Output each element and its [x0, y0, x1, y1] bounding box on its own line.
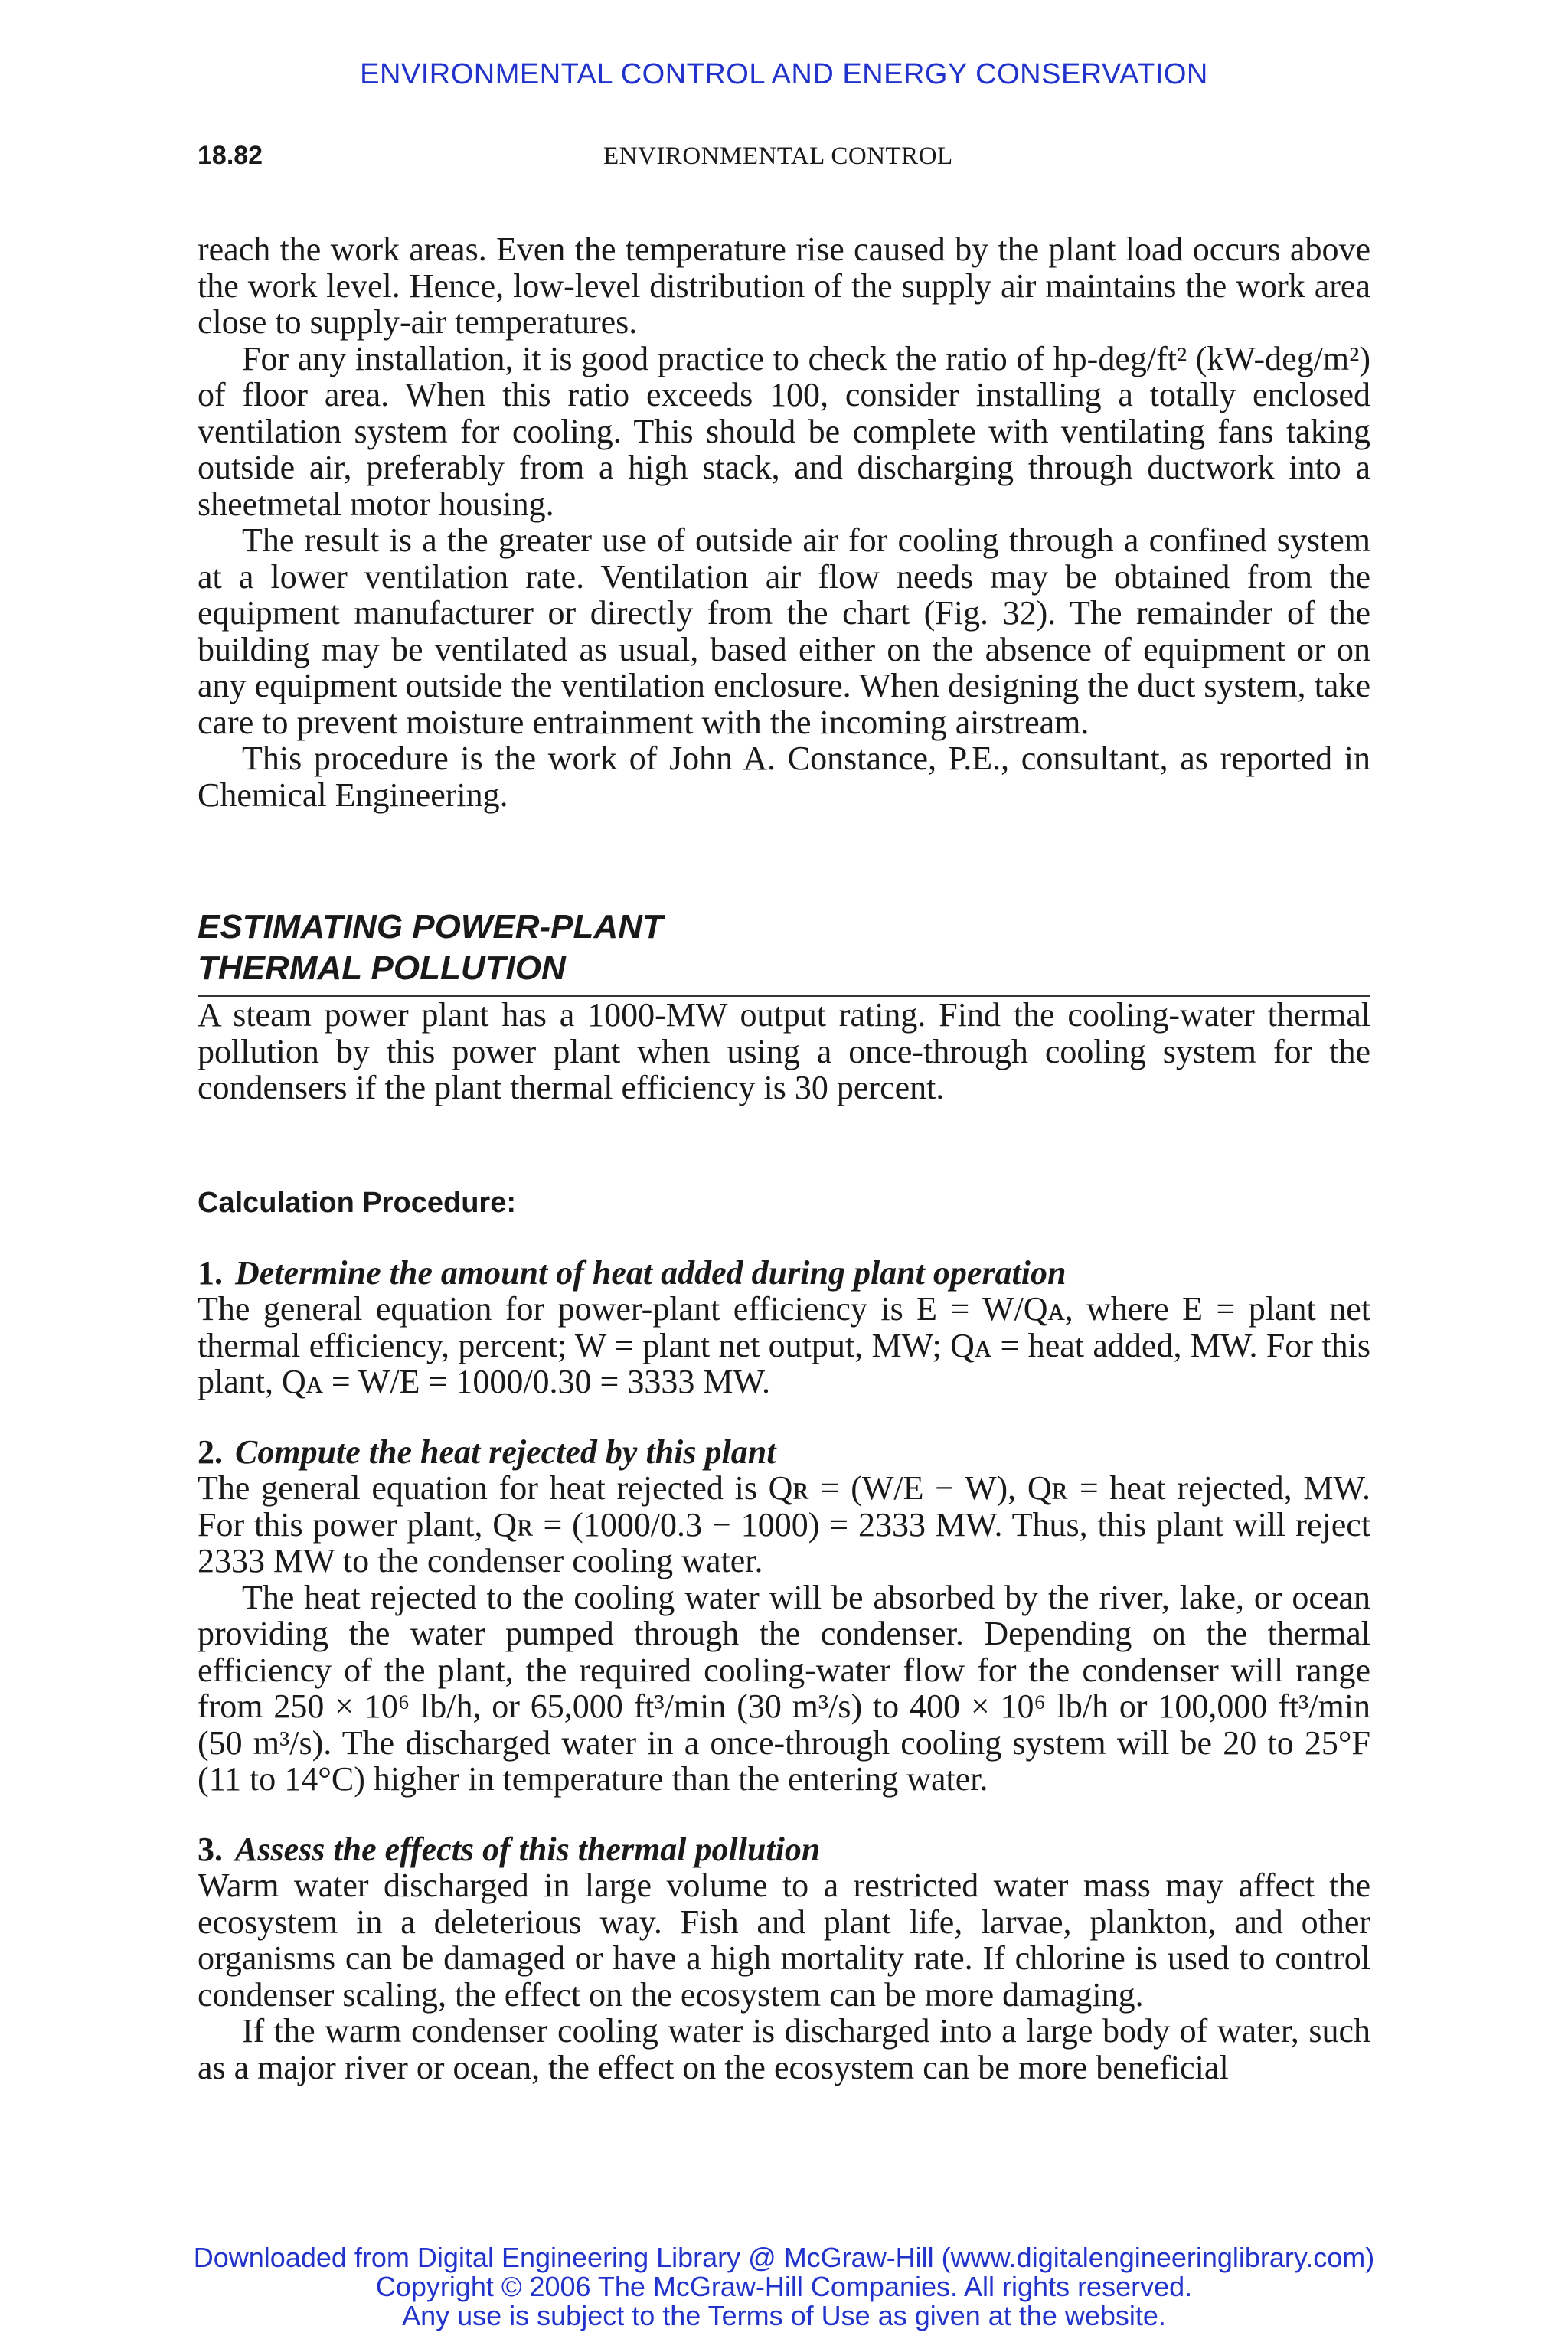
- page-number: 18.82: [198, 141, 263, 170]
- page-body: [198, 231, 1370, 2086]
- running-head: [198, 141, 1370, 178]
- step-title: [198, 1831, 1370, 1868]
- intro-paragraph: This procedure is the work of John A. Constance, P.E., consultant, as reported in Chemical Engineering.: [198, 740, 1370, 814]
- step-title-text: Determine the amount of heat added during plant operation: [235, 1253, 1067, 1292]
- calculation-procedure-label: Calculation Procedure:: [198, 1186, 516, 1219]
- step-paragraph: The general equation for power-plant efficiency is E = W/Qᴀ, where E = plant net thermal efficiency, percent; W = plant net output, MW; Qᴀ = heat added, MW. For this plant, Qᴀ = W/E = 1000/0.30 = 3333 MW.: [198, 1290, 1370, 1400]
- step-paragraph: Warm water discharged in large volume to a restricted water mass may affect the ecosystem in a deleterious way. Fish and plant life, larvae, plankton, and other organisms can be damaged or have a high mortality rate. If chlorine is used to control condenser scaling, the effect on the ecosystem can be more damaging.: [198, 1867, 1370, 2014]
- step-title-text: Assess the effects of this thermal pollution: [235, 1830, 821, 1868]
- step-title: [198, 1255, 1370, 1292]
- section-heading: [198, 906, 1370, 997]
- footer-terms-link[interactable]: Any use is subject to the Terms of Use as given at the website.: [402, 2300, 1166, 2331]
- intro-paragraph: For any installation, it is good practice to check the ratio of hp-deg/ft² (kW-deg/m²) of floor area. When this ratio exceeds 100, consider installing a totally enclosed ventilation system for cooling. This should be complete with ventilating fans taking outside air, preferably from a high stack, and discharging through ductwork into a sheetmetal motor housing.: [198, 339, 1370, 523]
- step-number: 3.: [198, 1830, 223, 1868]
- section-heading-line: ESTIMATING POWER-PLANT: [198, 908, 663, 946]
- step-1: [198, 1255, 1370, 1400]
- step-number: 2.: [198, 1432, 223, 1471]
- running-section-title: ENVIRONMENTAL CONTROL: [603, 142, 953, 170]
- step-paragraph: The general equation for heat rejected is Qʀ = (W/E − W), Qʀ = heat rejected, MW. For this power plant, Qʀ = (1000/0.3 − 1000) = 2333 MW. Thus, this plant will reject 2333 MW to the condenser cooling water.: [198, 1469, 1370, 1579]
- step-3: [198, 1831, 1370, 2086]
- step-2: [198, 1434, 1370, 1798]
- intro-paragraph: The result is a the greater use of outside air for cooling through a confined system at a lower ventilation rate. Ventilation air flow needs may be obtained from the equipment manufacturer or directly from the chart (Fig. 32). The remainder of the building may be ventilated as usual, based either on the absence of equipment or on any equipment outside the ventilation enclosure. When designing the duct system, take care to prevent moisture entrainment with the incoming airstream.: [198, 521, 1370, 741]
- footer: [0, 2243, 1568, 2331]
- problem-statement: A steam power plant has a 1000-MW output rating. Find the cooling-water thermal pollution by this power plant when using a once-through cooling system for the condensers if the plant thermal efficiency is 30 percent.: [198, 996, 1370, 1106]
- step-number: 1.: [198, 1253, 223, 1292]
- step-title: [198, 1434, 1370, 1471]
- step-paragraph: The heat rejected to the cooling water will be absorbed by the river, lake, or ocean providing the water pumped through the condenser. Depending on the thermal efficiency of the plant, the required cooling-water flow for the condenser will range from 250 × 10⁶ lb/h, or 65,000 ft³/min (30 m³/s) to 400 × 10⁶ lb/h or 100,000 ft³/min (50 m³/s). The discharged water in a once-through cooling system will be 20 to 25°F (11 to 14°C) higher in temperature than the entering water.: [198, 1578, 1370, 1798]
- footer-download-link[interactable]: Downloaded from Digital Engineering Library @ McGraw-Hill (www.digitalengineeringlibrary.com): [193, 2242, 1375, 2273]
- intro-paragraph: reach the work areas. Even the temperature rise caused by the plant load occurs above the work level. Hence, low-level distribution of the supply air maintains the work area close to supply-air temperatures.: [198, 230, 1370, 341]
- footer-copyright: Copyright © 2006 The McGraw-Hill Companies. All rights reserved.: [375, 2271, 1193, 2302]
- step-paragraph: If the warm condenser cooling water is discharged into a large body of water, such as a major river or ocean, the effect on the ecosystem can be more beneficial: [198, 2012, 1370, 2086]
- banner-title: ENVIRONMENTAL CONTROL AND ENERGY CONSERVATION: [360, 58, 1208, 90]
- section-heading-line: THERMAL POLLUTION: [198, 949, 566, 987]
- step-title-text: Compute the heat rejected by this plant: [235, 1432, 776, 1471]
